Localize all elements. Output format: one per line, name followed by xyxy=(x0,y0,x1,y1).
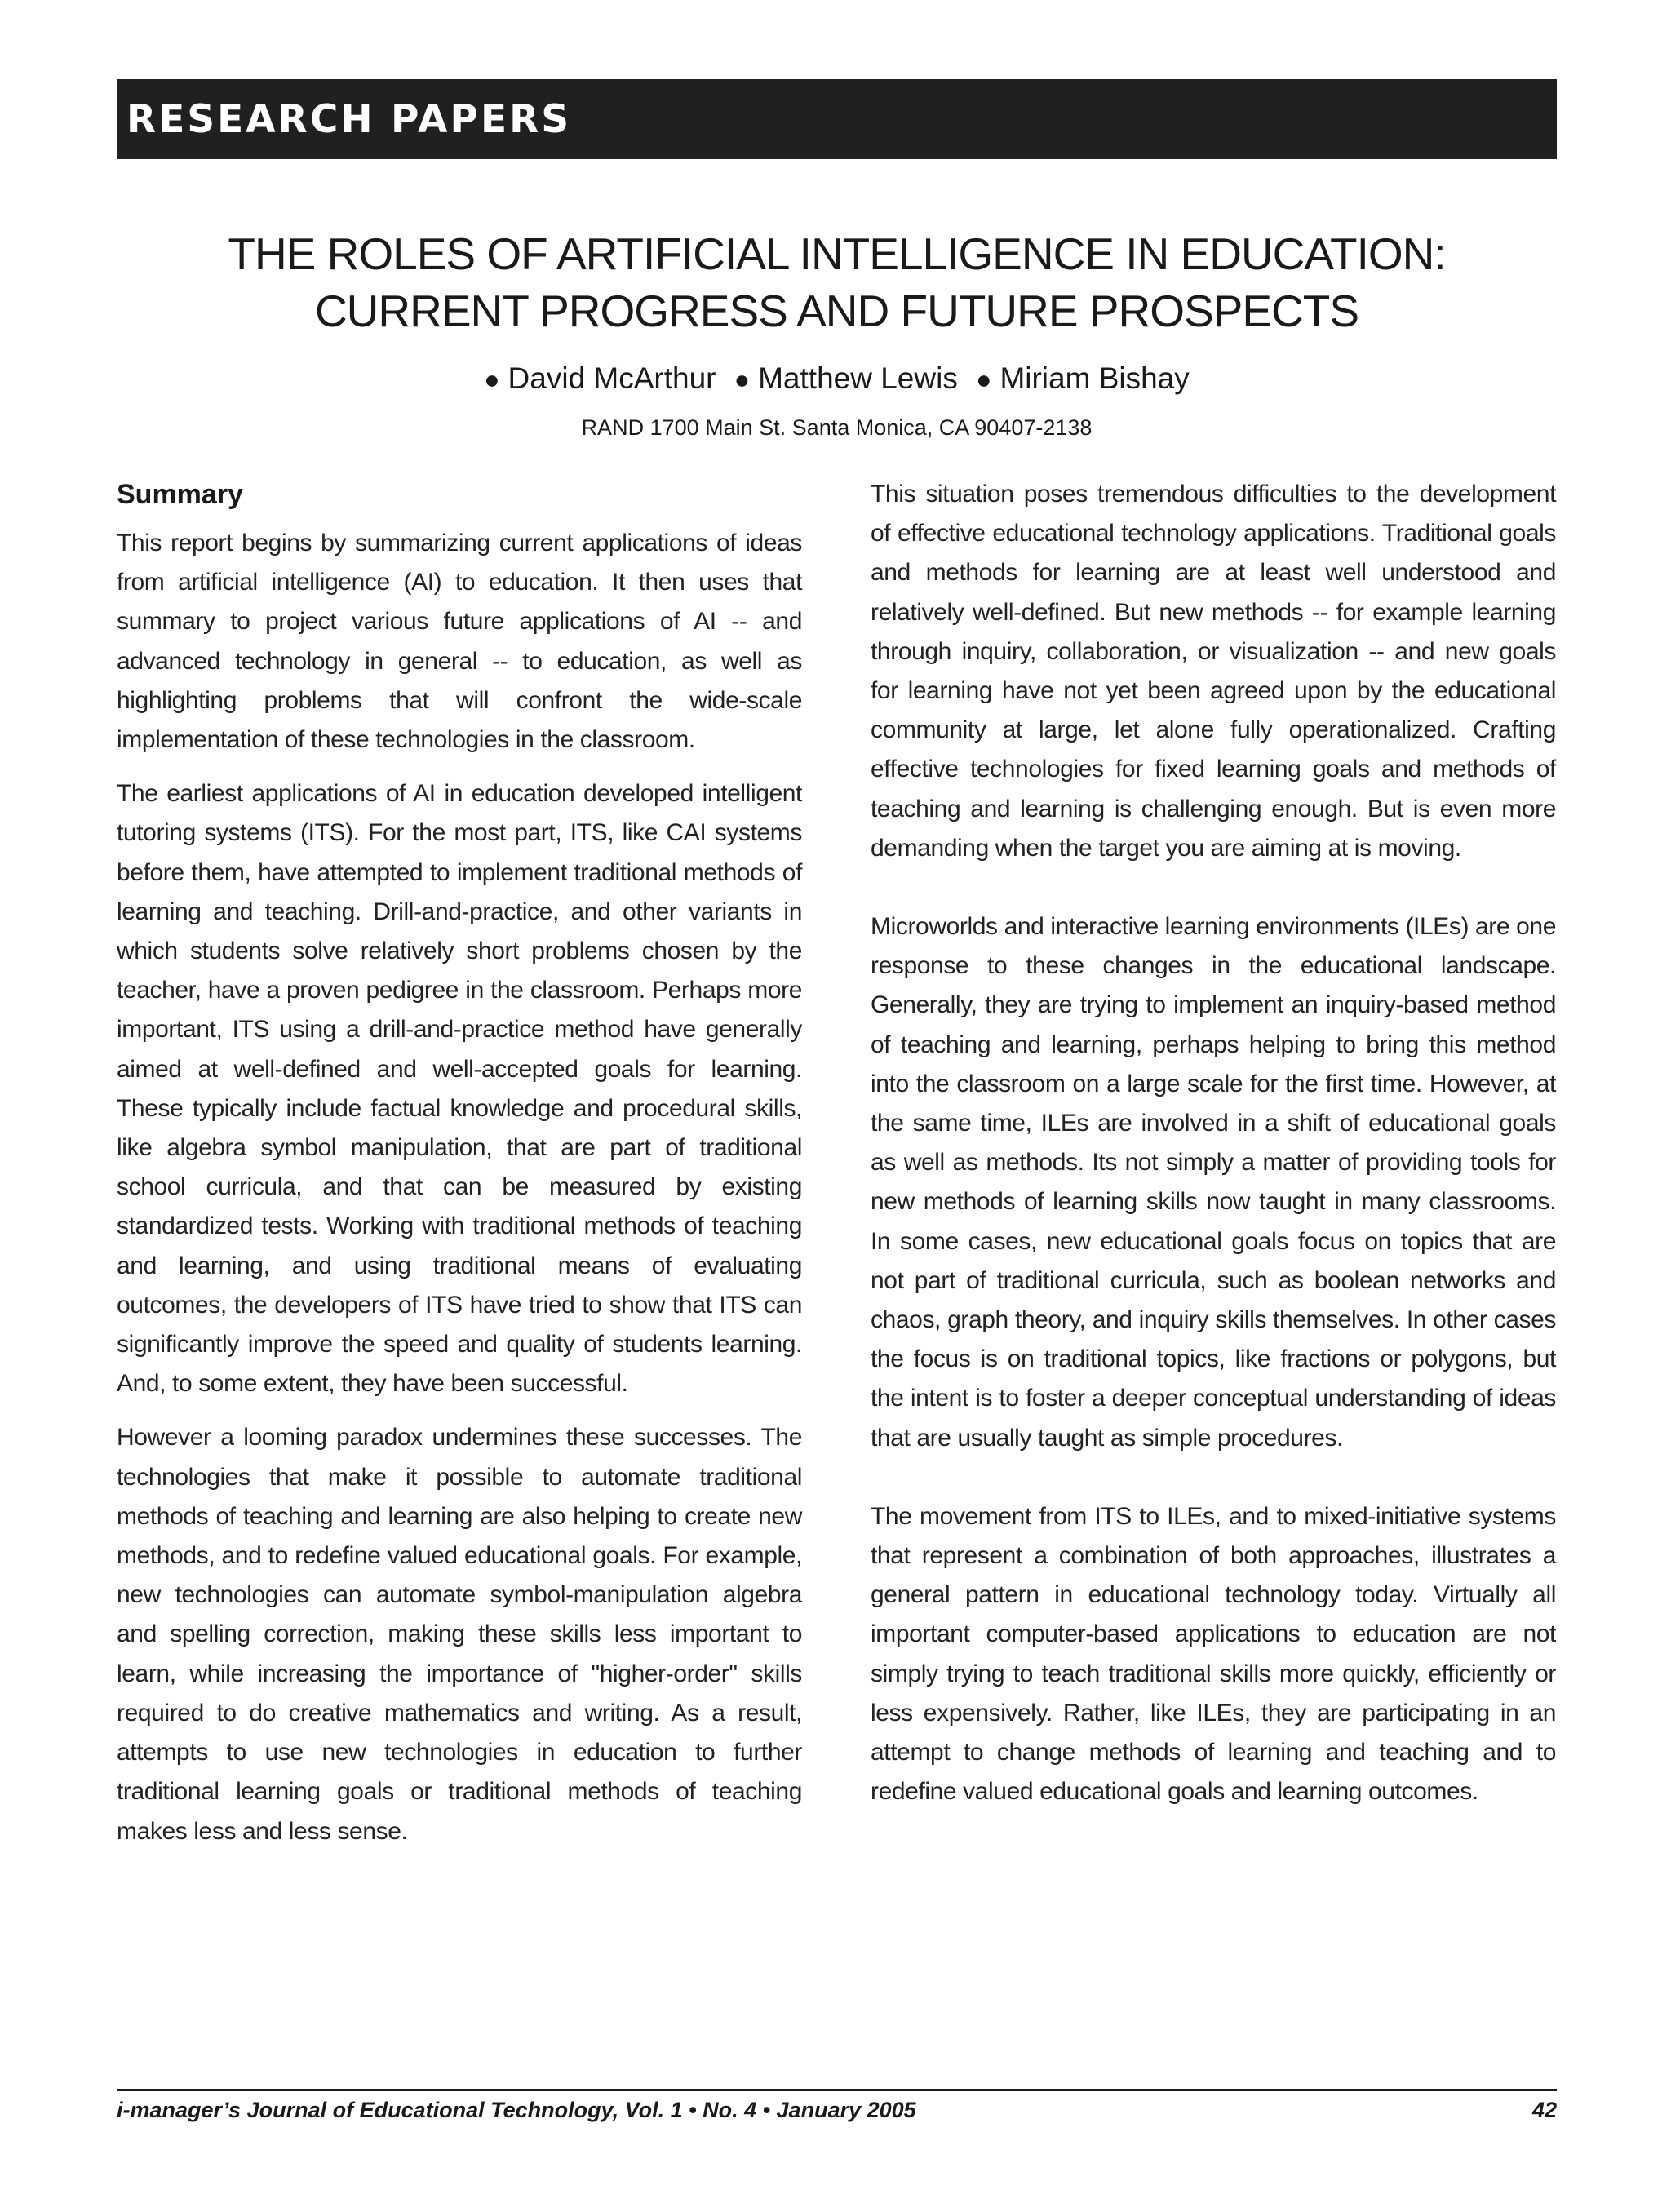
journal-citation: i-manager’s Journal of Educational Technology, Vol. 1 • No. 4 • January 2005 xyxy=(117,2098,916,2122)
body-paragraph: The earliest applications of AI in education developed intelligent tutoring systems (ITS). For the most part, ITS, like CAI systems before them, have attempted to implement traditional methods of learning and teaching. Drill-and-practice, and other variants in which students solve relatively short problems chosen by the teacher, have a proven pedigree in the classroom. Perhaps more important, ITS using a drill-and-practice method have generally aimed at well-defined and well-accepted goals for learning. These typically include factual knowledge and procedural skills, like algebra symbol manipulation, that are part of traditional school curricula, and that can be measured by existing standardized tests. Working with traditional methods of teaching and learning, and using traditional means of evaluating outcomes, the developers of ITS have tried to show that ITS can significantly improve the speed and quality of students learning. And, to some extent, they have been successful. xyxy=(117,780,802,1398)
article-title xyxy=(117,225,1557,339)
section-banner xyxy=(117,79,1557,159)
title-line-2: CURRENT PROGRESS AND FUTURE PROSPECTS xyxy=(314,286,1359,336)
section-label: RESEARCH PAPERS xyxy=(126,96,572,142)
page-number: 42 xyxy=(1531,2098,1557,2122)
page-footer xyxy=(117,2095,1557,2125)
author-name: Matthew Lewis xyxy=(758,361,958,395)
title-line-1: THE ROLES OF ARTIFICIAL INTELLIGENCE IN EDUCATION: xyxy=(228,228,1446,279)
author-affiliation: RAND 1700 Main St. Santa Monica, CA 90407-2138 xyxy=(581,415,1093,440)
section-heading-summary: Summary xyxy=(117,479,243,510)
body-paragraph: This report begins by summarizing current applications of ideas from artificial intelligence (AI) to education. It then uses that summary to project various future applications of AI -- and advanced technology in general -- to education, as well as highlighting problems that will confront the wide-scale implementation of these technologies in the classroom. xyxy=(117,530,802,754)
author-list xyxy=(117,359,1557,399)
author-name: David McArthur xyxy=(508,361,716,395)
author-name: Miriam Bishay xyxy=(999,361,1190,395)
right-column xyxy=(871,475,1556,1851)
left-column xyxy=(117,475,802,1866)
author-bullet: ● xyxy=(484,365,500,394)
body-paragraph: Microworlds and interactive learning environments (ILEs) are one response to these changes in the educational landscape. Generally, they are trying to implement an inquiry-based method of teaching and learning, perhaps helping to bring this method into the classroom on a large scale for the first time. However, at the same time, ILEs are involved in a shift of educational goals as well as methods. Its not simply a matter of providing tools for new methods of learning skills now taught in many classrooms. In some cases, new educational goals focus on topics that are not part of traditional curricula, such as boolean networks and chaos, graph theory, and inquiry skills themselves. In other cases the focus is on traditional topics, like fractions or polygons, but the intent is to foster a deeper conceptual understanding of ideas that are usually taught as simple procedures. xyxy=(871,913,1556,1452)
footer-divider xyxy=(117,2089,1557,2091)
body-paragraph: The movement from ITS to ILEs, and to mixed-initiative systems that represent a combination of both approaches, illustrates a general pattern in educational technology today. Virtually all important computer-based applications to education are not simply trying to teach traditional skills more quickly, efficiently or less expensively. Rather, like ILEs, they are participating in an attempt to change methods of learning and teaching and to redefine valued educational goals and learning outcomes. xyxy=(871,1502,1556,1806)
body-paragraph: However a looming paradox undermines these successes. The technologies that make it possible to automate traditional methods of teaching and learning are also helping to create new methods, and to redefine valued educational goals. For example, new technologies can automate symbol-manipulation algebra and spelling correction, making these skills less important to learn, while increasing the importance of "higher-order" skills required to do creative mathematics and writing. As a result, attempts to use new technologies in education to further traditional learning goals or traditional methods of teaching makes less and less sense. xyxy=(117,1424,802,1845)
author-bullet: ● xyxy=(976,365,992,394)
body-paragraph: This situation poses tremendous difficulties to the development of effective educational technology applications. Traditional goals and methods for learning are at least well understood and relatively well-defined. But new methods -- for example learning through inquiry, collaboration, or visualization -- and new goals for learning have not yet been agreed upon by the educational community at large, let alone fully operationalized. Crafting effective technologies for fixed learning goals and methods of teaching and learning is challenging enough. But is even more demanding when the target you are aiming at is moving. xyxy=(871,481,1556,862)
author-bullet: ● xyxy=(734,365,751,394)
